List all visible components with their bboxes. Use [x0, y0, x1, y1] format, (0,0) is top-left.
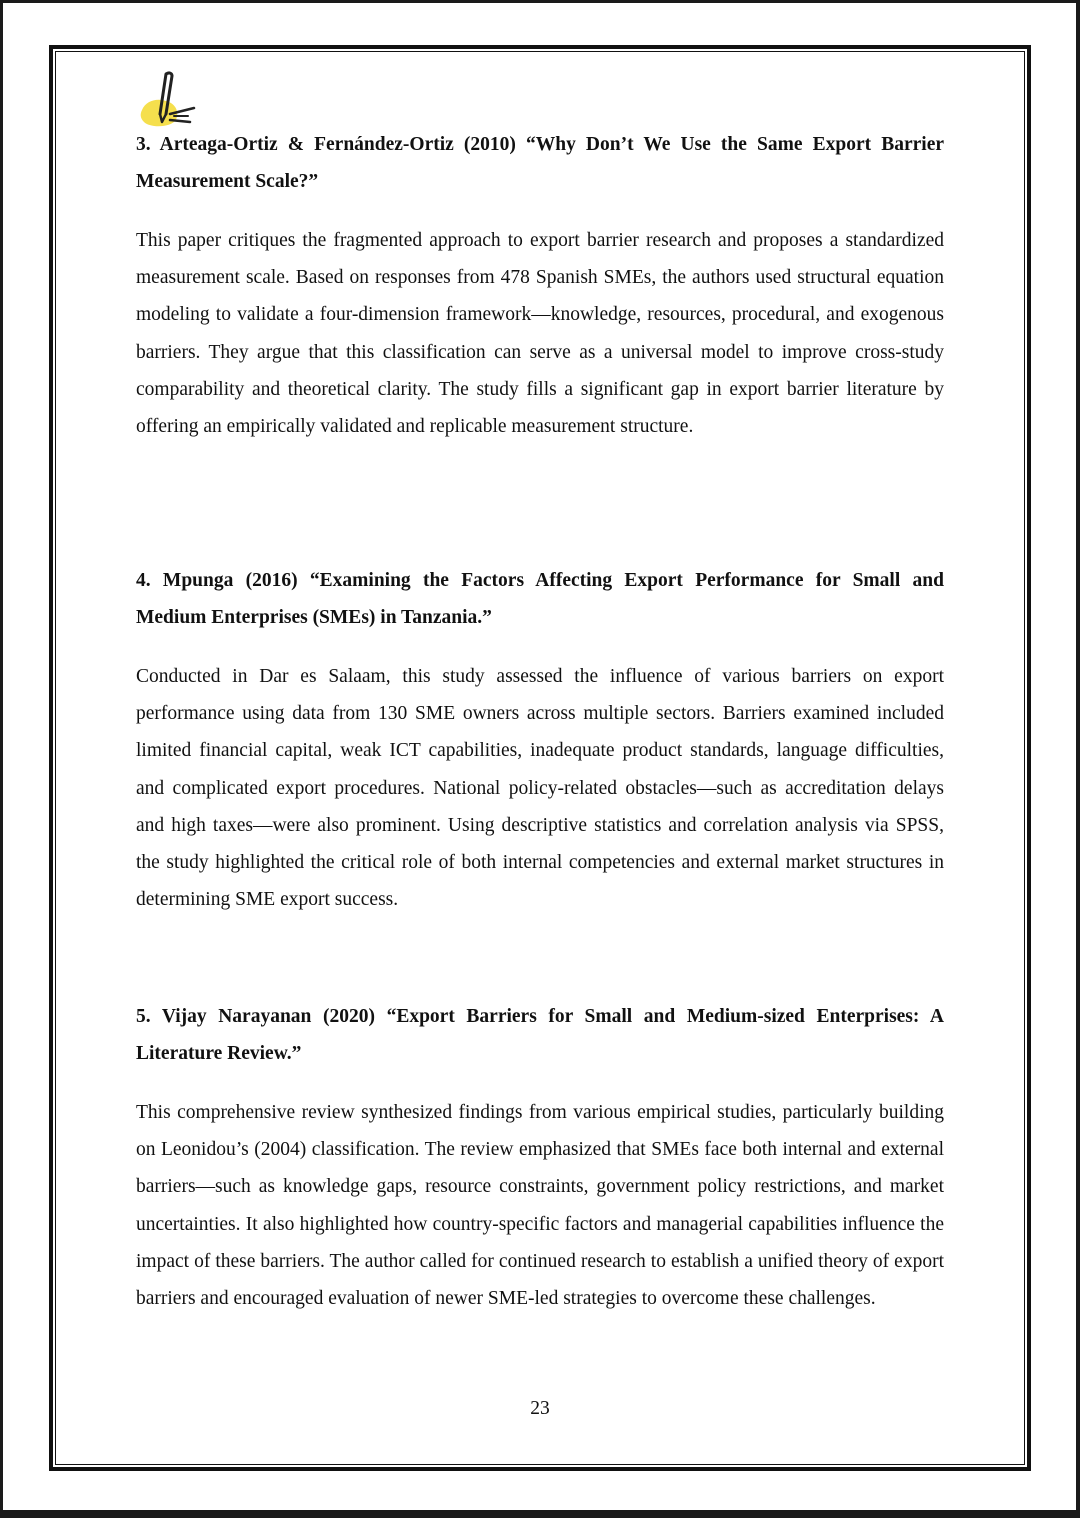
literature-entry [136, 126, 944, 445]
page-number: 23 [530, 1398, 550, 1419]
literature-entry [136, 562, 944, 918]
entry-title-line2: Medium Enterprises (SMEs) in Tanzania.” [136, 607, 492, 628]
entry-body: This comprehensive review synthesized findings from various empirical studies, particularly building on Leonidou’s (2004) classification. The review emphasized that SMEs face both internal and external barriers—such as knowledge gaps, resource constraints, government policy restrictions, and market uncertainties. It also highlighted how country-specific factors and managerial capabilities influence the impact of these barriers. The author called for continued research to establish a unified theory of export barriers and encouraged evaluation of newer SME-led strategies to overcome these challenges. [136, 1102, 944, 1310]
entry-body: This paper critiques the fragmented approach to export barrier research and proposes a standardized measurement scale. Based on responses from 478 Spanish SMEs, the authors used structural equation modeling to validate a four-dimension framework—knowledge, resources, procedural, and exogenous barriers. They argue that this classification can serve as a universal model to improve cross-study comparability and theoretical clarity. The study fills a significant gap in export barrier literature by offering an empirically validated and replicable measurement structure. [136, 230, 944, 438]
entry-title [136, 126, 944, 200]
entry-title-line2: Literature Review.” [136, 1043, 302, 1064]
entry-title-line1: 3. Arteaga-Ortiz & Fernández-Ortiz (2010) “Why Don’t We Use the Same Export Barrier [136, 134, 944, 155]
entry-title-line1: 4. Mpunga (2016) “Examining the Factors Affecting Export Performance for Small and [136, 570, 944, 591]
entry-title-line2: Measurement Scale?” [136, 171, 319, 192]
entry-title [136, 998, 944, 1072]
pen-writing-icon [136, 70, 200, 132]
entry-body: Conducted in Dar es Salaam, this study assessed the influence of various barriers on export performance using data from 130 SME owners across multiple sectors. Barriers examined included limited financial capital, weak ICT capabilities, inadequate product standards, language difficulties, and complicated export procedures. National policy-related obstacles—such as accreditation delays and high taxes—were also prominent. Using descriptive statistics and correlation analysis via SPSS, the study highlighted the critical role of both internal competencies and external market structures in determining SME export success. [136, 666, 944, 911]
literature-entry [136, 998, 944, 1317]
entry-title [136, 562, 944, 636]
entry-title-line1: 5. Vijay Narayanan (2020) “Export Barriers for Small and Medium-sized Enterprises: A [136, 1006, 944, 1027]
